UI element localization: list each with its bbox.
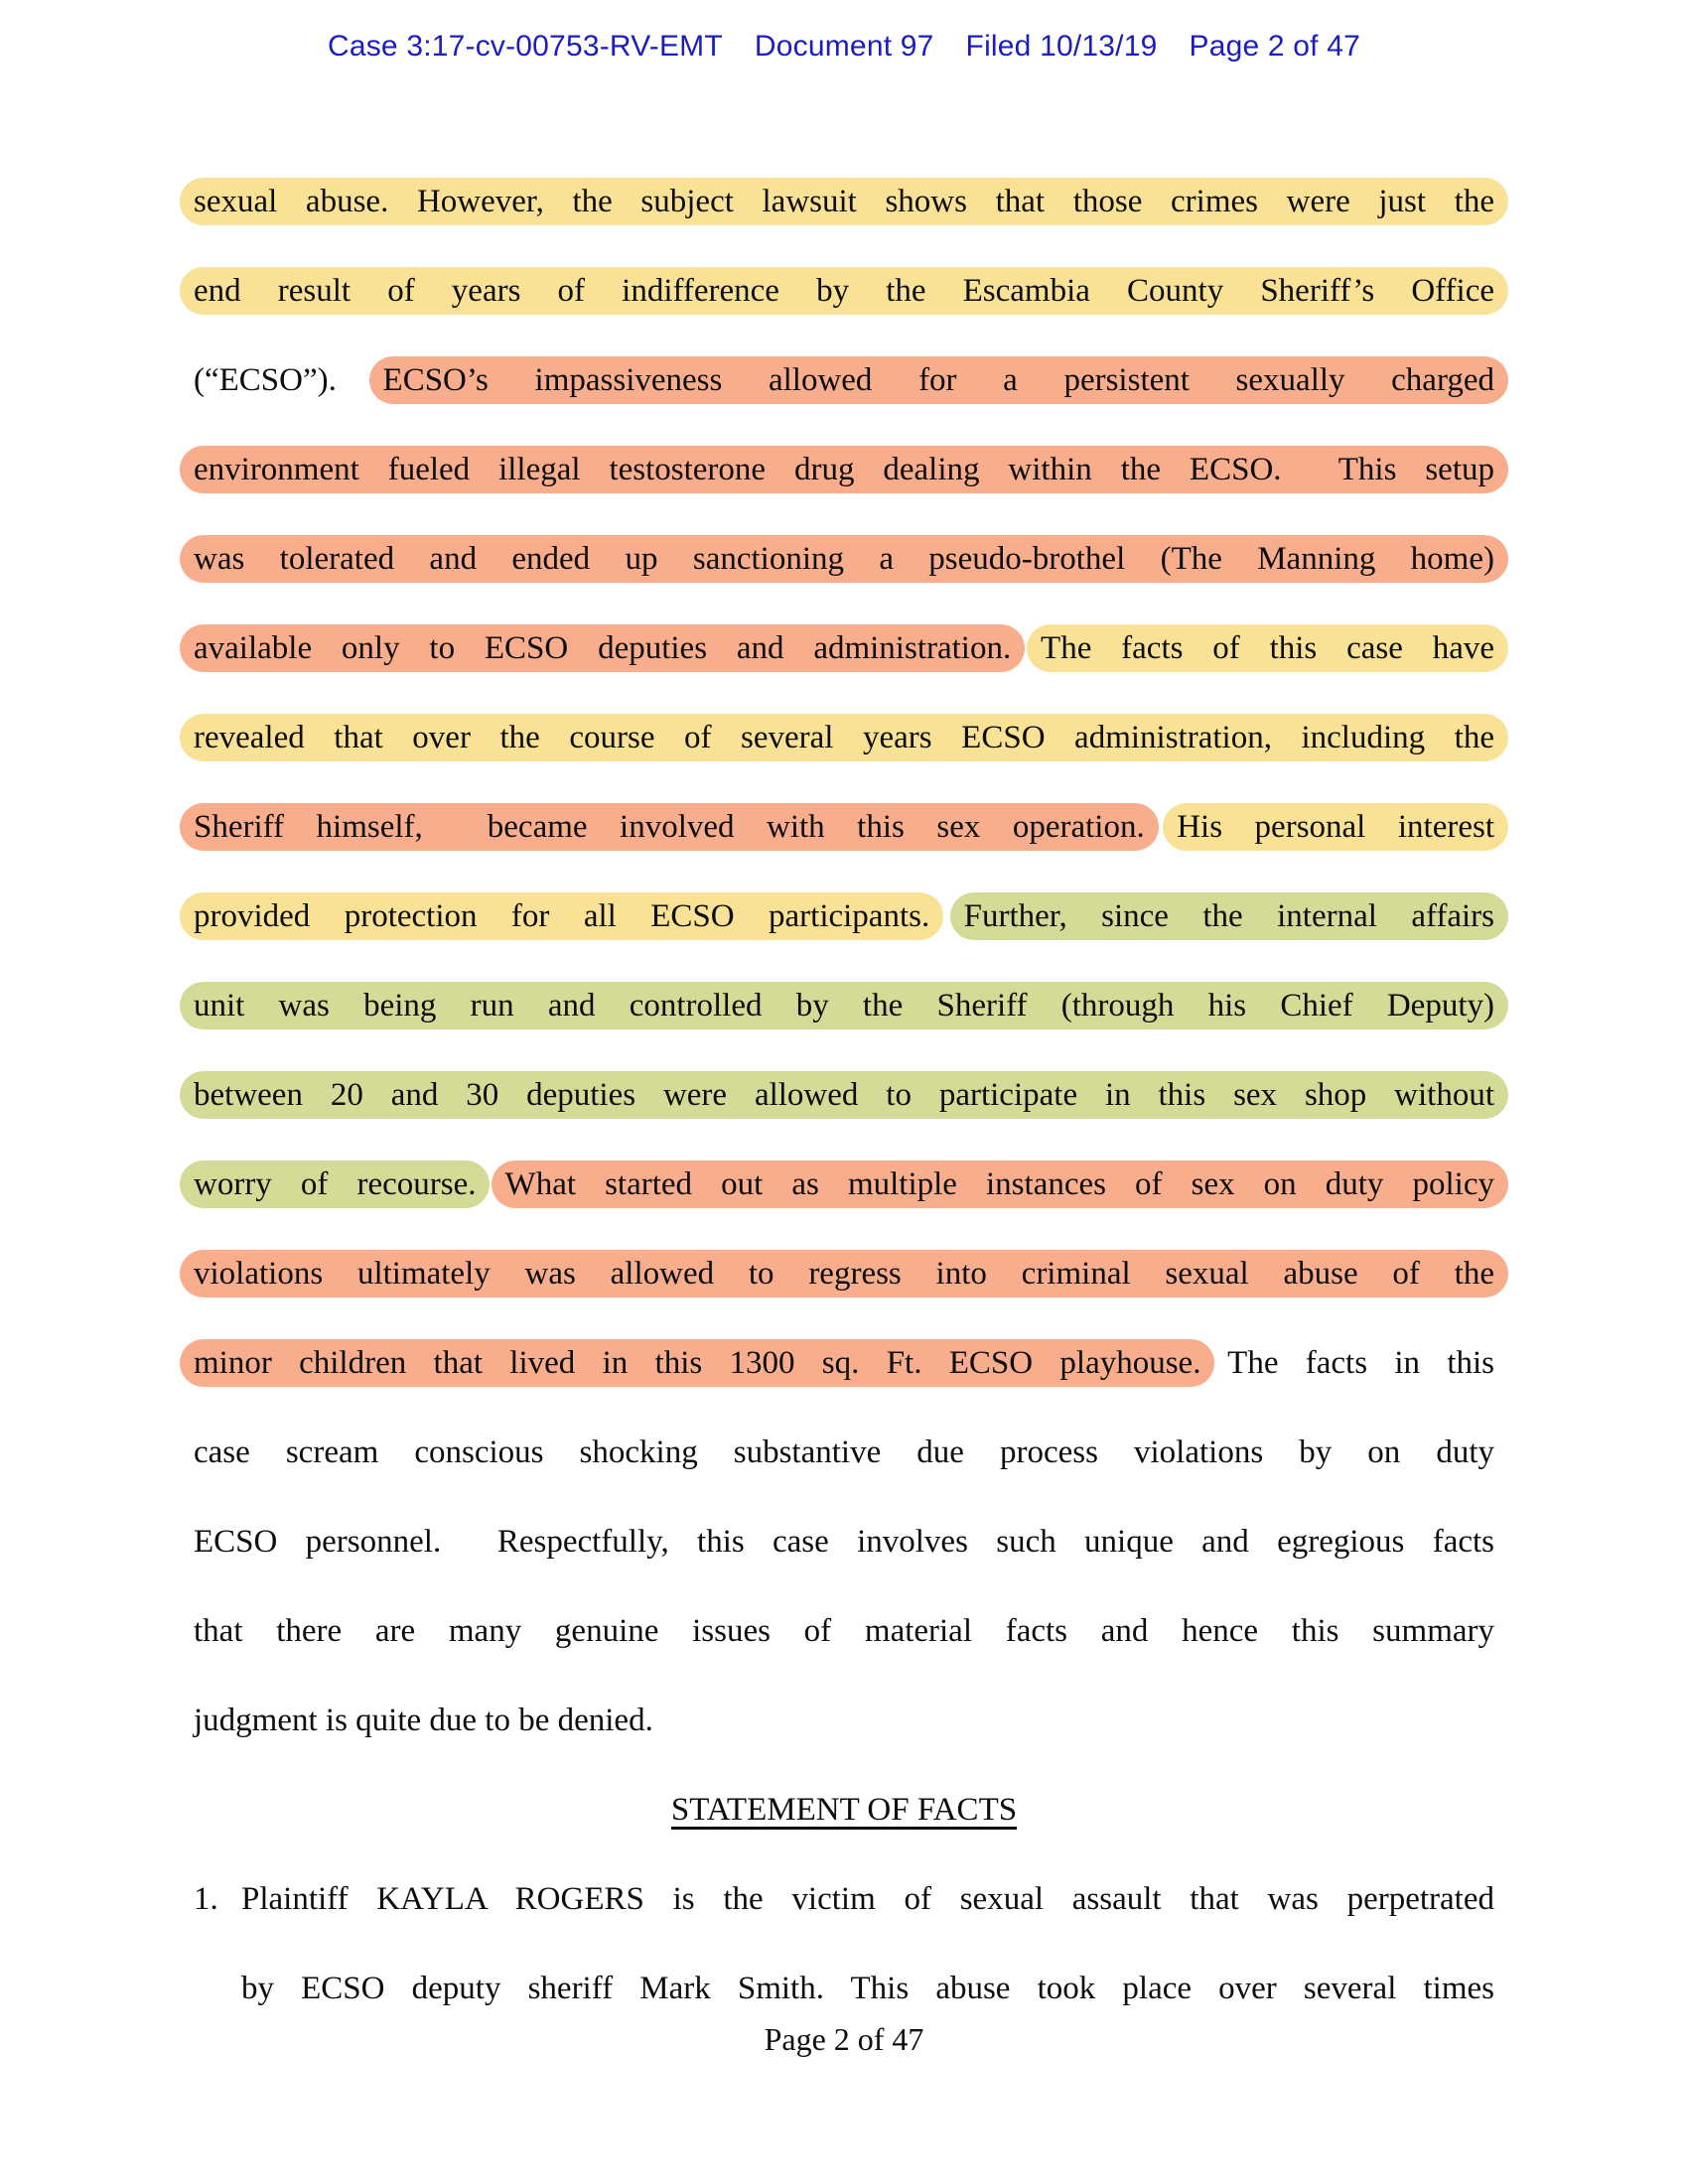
highlighted-text-orange: minor children that lived in this 1300 sq. Ft. ECSO playhouse. [180,1339,1214,1387]
list-item-number: 1. [194,1881,218,1917]
text-line [194,604,1494,693]
text-line [194,961,1494,1050]
text-segment: The facts in this [1227,1345,1494,1381]
highlighted-text-yellow: provided protection for all ECSO participants. [180,892,943,940]
highlighted-text-orange: was tolerated and ended up sanctioning a pseudo-brothel (The Manning home) [180,535,1508,583]
text-segment: by ECSO deputy sheriff Mark Smith. This abuse took place over several times [241,1971,1494,2006]
highlighted-text-green: Further, since the internal affairs [950,892,1508,940]
highlighted-text-green: worry of recourse. [180,1160,490,1208]
text-line [194,1676,1494,1765]
page-number-footer: Page 2 of 47 [764,2021,924,2057]
text-segment: case scream conscious shocking substantive due process violations by on duty [194,1434,1494,1470]
highlighted-text-orange: Sheriff himself, became involved with this sex operation. [180,803,1159,851]
text-line [194,782,1494,872]
text-segment: (“ECSO”). [194,362,337,398]
highlighted-text-orange: available only to ECSO deputies and administration. [180,624,1025,672]
text-segment: Plaintiff KAYLA ROGERS is the victim of sexual assault that was perpetrated [241,1881,1494,1917]
text-line [194,1229,1494,1318]
header-document-number: Document 97 [754,30,934,63]
text-line [194,1497,1494,1586]
text-line [194,1854,1494,1944]
text-line [194,425,1494,514]
text-segment: judgment is quite due to be denied. [194,1703,653,1738]
highlighted-text-orange: violations ultimately was allowed to regress into criminal sexual abuse of the [180,1250,1508,1297]
text-line [194,1944,1494,2033]
highlighted-text-orange: ECSO’s impassiveness allowed for a persistent sexually charged [369,356,1508,404]
text-segment: that there are many genuine issues of material facts and hence this summary [194,1613,1494,1649]
text-line [194,336,1494,425]
highlighted-text-green: between 20 and 30 deputies were allowed to participate in this sex shop without [180,1071,1508,1119]
highlighted-text-orange: What started out as multiple instances of sex on duty policy [492,1160,1508,1208]
text-line [194,693,1494,782]
text-line [194,1408,1494,1497]
header-case-number: Case 3:17-cv-00753-RV-EMT [327,30,723,63]
header-stamp [0,30,1688,64]
text-line [194,246,1494,336]
highlighted-text-orange: environment fueled illegal testosterone drug dealing within the ECSO. This setup [180,446,1508,493]
highlighted-text-yellow: His personal interest [1163,803,1508,851]
section-heading [194,1765,1494,1854]
text-line [194,1050,1494,1140]
highlighted-text-yellow: The facts of this case have [1027,624,1508,672]
document-body [194,157,1494,2033]
highlighted-text-green: unit was being run and controlled by the Sheriff (through his Chief Deputy) [180,982,1508,1029]
header-page-indicator: Page 2 of 47 [1189,30,1361,63]
highlighted-text-yellow: revealed that over the course of several years ECSO administration, including the [180,714,1508,761]
text-line [194,157,1494,246]
text-line [194,514,1494,604]
highlighted-text-yellow: sexual abuse. However, the subject lawsuit shows that those crimes were just the [180,178,1508,225]
highlighted-text-yellow: end result of years of indifference by the Escambia County Sheriff’s Office [180,267,1508,315]
text-segment: ECSO personnel. Respectfully, this case involves such unique and egregious facts [194,1524,1494,1560]
section-heading-text: STATEMENT OF FACTS [670,1792,1018,1828]
header-filed-date: Filed 10/13/19 [965,30,1158,63]
text-line [194,1140,1494,1229]
text-line [194,872,1494,961]
text-line [194,1318,1494,1408]
text-line [194,1586,1494,1676]
